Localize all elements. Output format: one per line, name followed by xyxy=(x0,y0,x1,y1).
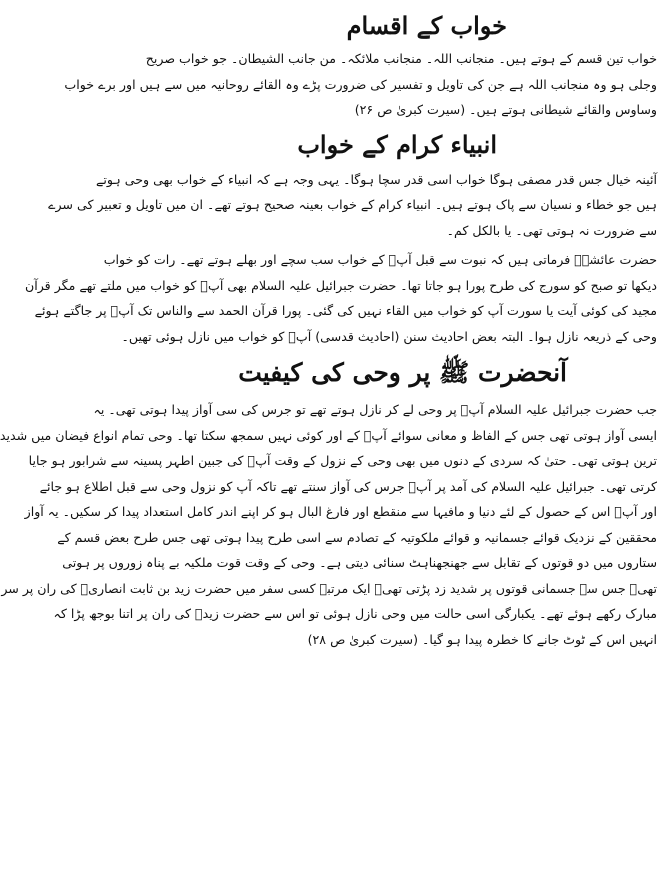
text-line: جب حضرت جبرائیل علیہ السلام آپؐ پر وحی لے کر نازل ہوتے تھے تو جرس کی سی آواز پیدا ہوتی تھی۔ یہ xyxy=(93,402,657,417)
paragraph-revelation-state xyxy=(0,397,657,652)
text-line: محققین کے نزدیک قوائے جسمانیہ و قوائے ملکوتیہ کے تصادم سے اسی طرح پیدا ہوتی تھی جس طرح بعض قسم کے xyxy=(57,529,657,545)
text-line: مبارک رکھے ہوئے تھے۔ یکبارگی اسی حالت میں وحی نازل ہوئی تو اس سے حضرت زیدؓ کی ران پر اتنا بوجھ پڑا کہ xyxy=(53,606,657,621)
text-line: کرتی تھی۔ جبرائیل علیہ السلام کی آمد پر آپؐ جرس کی آواز سنتے تھے تاکہ آپ کو نزول وحی سے قبل اطلاع ہو جائے xyxy=(39,478,657,494)
text-line: ستاروں میں دو قوتوں کے تقابل سے جھنجھناہٹ سنائی دیتی ہے۔ وحی کے وقت قوت ملکیہ بے پناہ زوروں پر ہوتی xyxy=(62,555,657,570)
section-heading-dream-types: خواب کے اقسام xyxy=(346,11,507,40)
text-line: تھی۔ جس سے جسمانی قوتوں پر شدید زد پڑتی تھی۔ ایک مرتبہ کسی سفر میں حضرت زید بن ثابت انصاریؓ کی ران پر سر xyxy=(1,580,657,596)
paragraph-dream-types xyxy=(64,46,657,123)
text-line: ترین ہوتی تھی۔ حتیٰ کہ سردی کے دنوں میں بھی وحی کے نزول کے وقت آپؐ کی جبین اطہر پسینہ سے شرابور ہو جایا xyxy=(28,453,657,468)
text-line: سے ضرورت نہ ہوتی تھی۔ یا بالکل کم۔ xyxy=(446,222,657,238)
text-line: انہیں اس کے ٹوٹ جانے کا خطرہ پیدا ہو گیا۔ (سیرت کبریٰ ص ۲۸) xyxy=(307,631,657,647)
paragraph-prophets-dreams-2 xyxy=(24,247,657,349)
text-line: وجلی ہو وہ منجانب اللہ ہے جن کی تاویل و تفسیر کی ضرورت پڑے وہ القائے روحانیہ میں سے ہیں اور برے خواب xyxy=(64,76,657,92)
text-line: آئینہ خیال جس قدر مصفی ہوگا خواب اسی قدر سچا ہوگا۔ یہی وجہ ہے کہ انبیاء کے خواب بھی وحی ہوتے xyxy=(95,171,657,187)
text-line: وحی کے ذریعہ نازل ہوا۔ البتہ بعض احادیث سنن (احادیث قدسی) آپؐ کو خواب میں نازل ہوئی تھیں۔ xyxy=(121,328,657,344)
text-line: اور آپؐ اس کے حصول کے لئے دنیا و مافیہا سے منقطع اور فارغ البال ہو کر اپنے اندر کامل استعداد پیدا کر سکیں۔ یہ آواز xyxy=(24,504,657,519)
text-line: وساوس والقائے شیطانی ہوتے ہیں۔ (سیرت کبریٰ ص ۲۶) xyxy=(354,102,657,117)
text-line: مجید کی کوئی آیت یا سورت آپ کو خواب میں القاء نہیں کی گئی۔ پورا قرآن الحمد سے والناس تک آپؐ پر جاگتے ہوئے xyxy=(34,303,657,318)
text-line: خواب تین قسم کے ہوتے ہیں۔ منجانب اللہ۔ منجانب ملائکہ۔ من جانب الشیطان۔ جو خواب صریح xyxy=(145,51,657,66)
text-line: ہیں جو خطاء و نسیان سے پاک ہوتے ہیں۔ انبیاء کرام کے خواب بعینہ صحیح ہوتے تھے۔ ان میں تاویل و تعبیر کی سرے xyxy=(48,197,657,212)
text-line: حضرت عائشہؓ فرماتی ہیں کہ نبوت سے قبل آپؐ کے خواب سب سچے اور بھلے ہوتے تھے۔ رات کو خواب xyxy=(103,252,657,267)
paragraph-prophets-dreams-1 xyxy=(48,167,657,244)
text-line: ایسی آواز ہوتی تھی جس کے الفاظ و معانی سوائے آپؐ کے اور کوئی نہیں سمجھ سکتا تھا۔ وحی تمام انواع فیضان میں شدید xyxy=(0,427,657,443)
section-heading-prophets-dreams: انبیاء کرام کے خواب xyxy=(297,129,497,159)
text-line: دیکھا تو صبح کو سورج کی طرح پورا ہو جاتا تھا۔ حضرت جبرائیل علیہ السلام بھی آپؐ کو خواب میں ملتے تھے مگر قرآن xyxy=(24,277,657,293)
section-heading-revelation-state: آنحضرت ﷺ پر وحی کی کیفیت xyxy=(238,358,567,387)
